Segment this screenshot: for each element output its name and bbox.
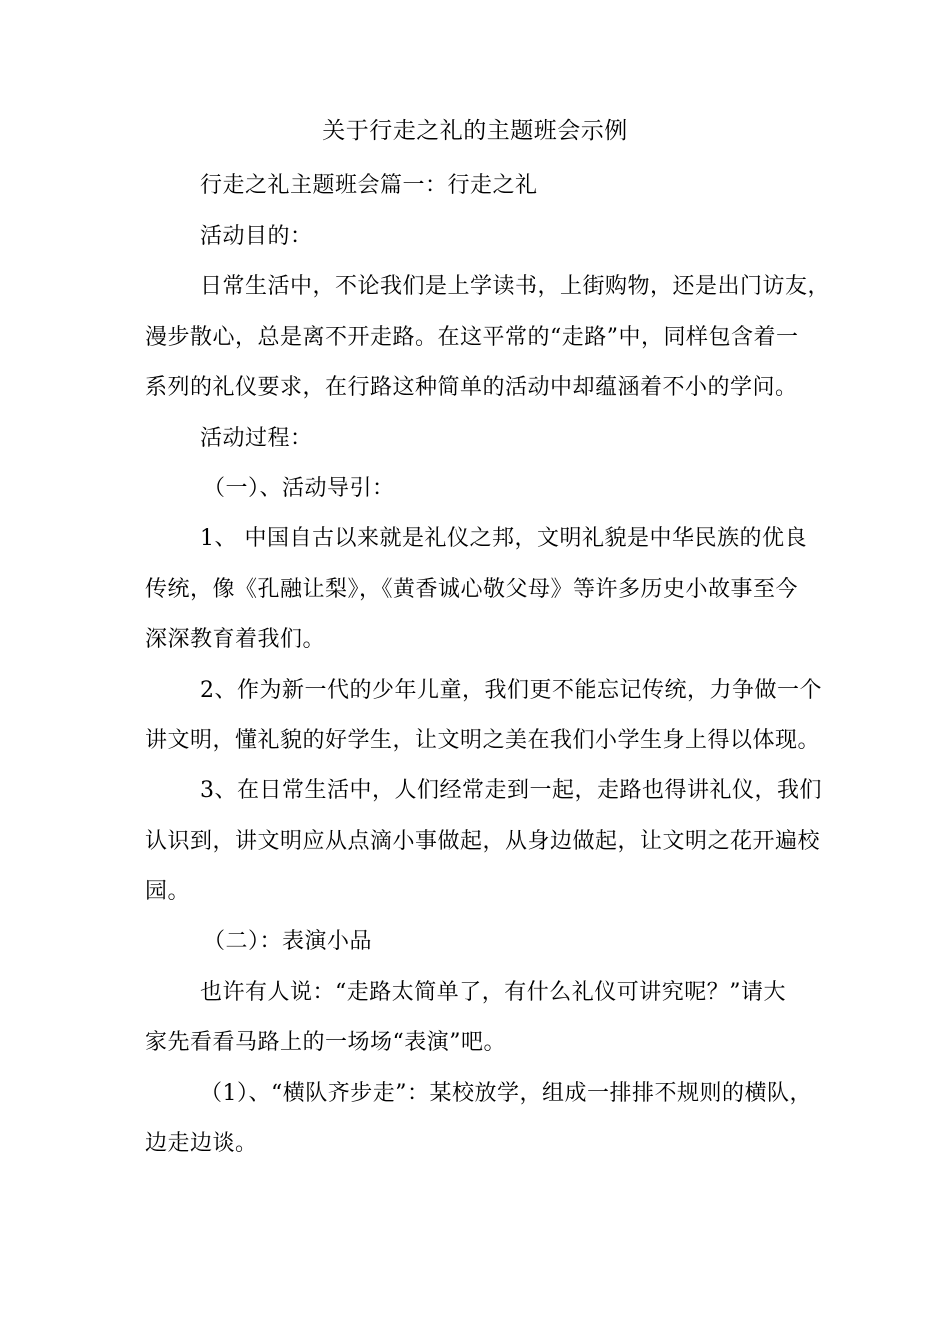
paragraph-line: 1、 中国自古以来就是礼仪之邦，文明礼貌是中华民族的优良 bbox=[200, 526, 807, 551]
paragraph-line: 漫步散心，总是离不开走路。在这平常的“走路”中，同样包含着一 bbox=[145, 325, 799, 350]
paragraph-line: 传统，像《孔融让梨》，《黄香诚心敬父母》等许多历史小故事至今 bbox=[145, 577, 799, 602]
paragraph-line: 认识到，讲文明应从点滴小事做起，从身边做起，让文明之花开遍校 bbox=[145, 829, 821, 854]
paragraph-line: 家先看看马路上的一场场“表演”吧。 bbox=[145, 1030, 506, 1055]
subsection-heading: （一）、活动导引： bbox=[203, 476, 395, 501]
paragraph-line: 2、作为新一代的少年儿童，我们更不能忘记传统，力争做一个 bbox=[200, 678, 822, 703]
subsection-heading: （二）：表演小品 bbox=[203, 929, 373, 954]
paragraph-line: 3、在日常生活中，人们经常走到一起，走路也得讲礼仪，我们 bbox=[200, 778, 822, 803]
paragraph-line: 边走边谈。 bbox=[145, 1131, 258, 1156]
section-heading: 行走之礼主题班会篇一：行走之礼 bbox=[200, 173, 538, 198]
paragraph-line: 也许有人说：“走路太简单了，有什么礼仪可讲究呢？”请大 bbox=[200, 980, 786, 1005]
paragraph-line: （1）、“横队齐步走”：某校放学，组成一排排不规则的横队， bbox=[200, 1081, 812, 1106]
paragraph-heading: 活动目的： bbox=[200, 224, 313, 249]
paragraph-heading: 活动过程： bbox=[200, 426, 313, 451]
paragraph-line: 系列的礼仪要求，在行路这种简单的活动中却蕴涵着不小的学问。 bbox=[145, 375, 798, 400]
paragraph-line: 讲文明，懂礼貌的好学生，让文明之美在我们小学生身上得以体现。 bbox=[145, 728, 821, 753]
paragraph-line: 园。 bbox=[145, 879, 191, 904]
document-title: 关于行走之礼的主题班会示例 bbox=[322, 118, 628, 144]
paragraph-line: 日常生活中，不论我们是上学读书，上街购物，还是出门访友， bbox=[200, 274, 831, 299]
paragraph-line: 深深教育着我们。 bbox=[145, 627, 326, 652]
